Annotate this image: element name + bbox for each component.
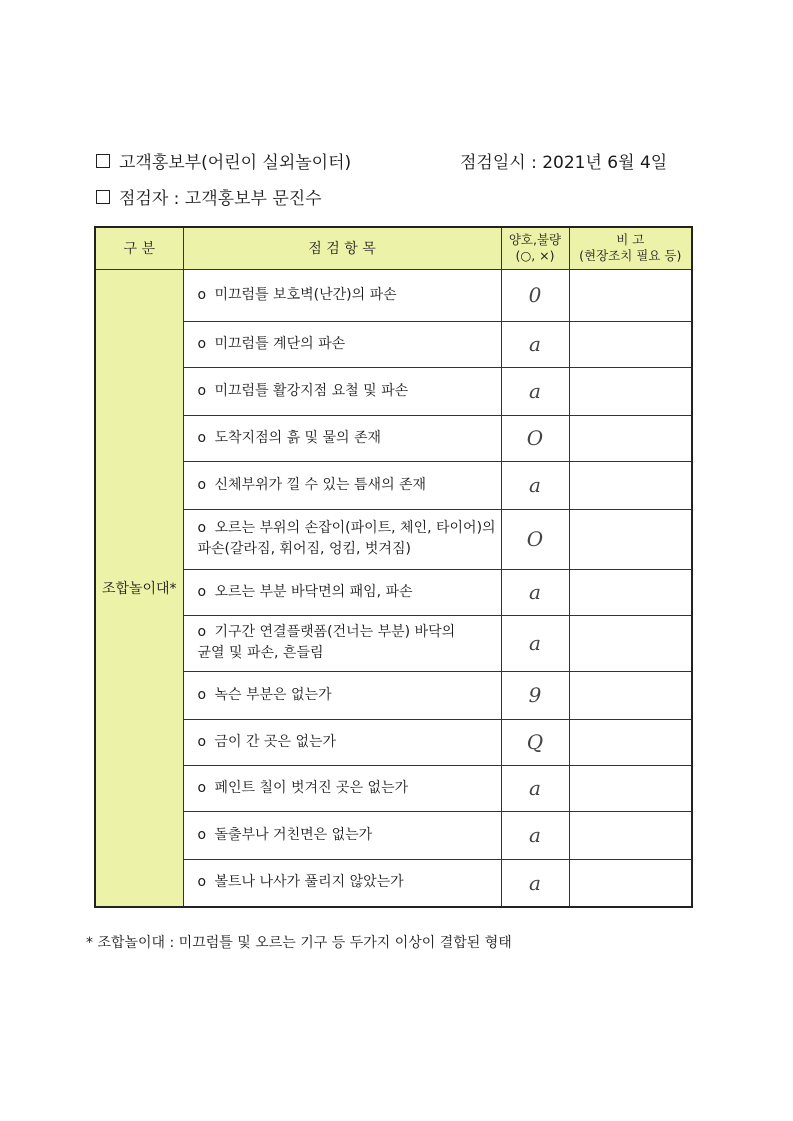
item-text: 미끄럼틀 계단의 파손	[214, 335, 346, 352]
result-mark: a	[501, 569, 569, 615]
item-text: 페인트 칠이 벗겨진 곳은 없는가	[214, 779, 409, 796]
table-row	[95, 269, 692, 321]
bullet: o	[197, 583, 207, 600]
bullet: o	[197, 286, 207, 303]
bullet: o	[197, 733, 207, 750]
item-text-continued: 파손(갈라짐, 휘어짐, 엉킴, 벗겨짐)	[197, 541, 411, 557]
item-text-wrap	[215, 285, 397, 306]
note-cell[interactable]	[569, 415, 692, 461]
bullet: o	[197, 624, 207, 640]
note-cell[interactable]	[569, 671, 692, 719]
result-mark: a	[501, 321, 569, 367]
note-cell[interactable]	[569, 269, 692, 321]
note-cell[interactable]	[569, 461, 692, 509]
header-note-line1: 비 고	[616, 232, 645, 248]
note-cell[interactable]	[569, 615, 692, 671]
item-cell	[183, 269, 501, 321]
bullet: o	[197, 476, 207, 493]
result-mark: a	[501, 367, 569, 415]
item-text-wrap	[215, 334, 346, 355]
table-header-row	[95, 227, 692, 269]
inspection-date: 점검일시 : 2021년 6월 4일	[460, 153, 668, 173]
item-text: 신체부위가 낄 수 있는 틈새의 존재	[214, 476, 427, 493]
bullet: o	[197, 382, 207, 399]
table-row	[95, 321, 692, 367]
table-row	[95, 615, 692, 671]
item-text: 도착지점의 흙 및 물의 존재	[214, 429, 382, 446]
item-text: 녹슨 부분은 없는가	[214, 686, 332, 703]
table-row	[95, 719, 692, 765]
item-text-wrap	[215, 732, 337, 753]
result-mark: a	[501, 811, 569, 859]
header-line-department	[96, 148, 351, 173]
item-cell	[183, 811, 501, 859]
result-mark: 9	[501, 671, 569, 719]
note-cell[interactable]	[569, 509, 692, 569]
note-cell[interactable]	[569, 859, 692, 907]
table-row	[95, 765, 692, 811]
header-result-line1: 양호,불량	[508, 232, 562, 248]
inspector-text: 점검자 : 고객홍보부 문진수	[119, 189, 322, 209]
header-note-line2: (현장조치 필요 등)	[579, 248, 682, 264]
footnote: * 조합놀이대 : 미끄럼틀 및 오르는 기구 등 두가지 이상이 결합된 형태	[86, 935, 512, 951]
result-mark: a	[501, 461, 569, 509]
result-mark: a	[501, 859, 569, 907]
item-cell	[183, 719, 501, 765]
item-text-wrap	[215, 475, 427, 496]
item-text-continued: 균열 및 파손, 흔들림	[197, 645, 324, 661]
note-cell[interactable]	[569, 321, 692, 367]
item-text-wrap	[215, 428, 382, 449]
bullet: o	[197, 335, 207, 352]
item-text: 오르는 부위의 손잡이(파이트, 체인, 타이어)의	[214, 520, 496, 536]
note-cell[interactable]	[569, 569, 692, 615]
item-cell	[183, 509, 501, 569]
inspection-table	[94, 226, 693, 908]
item-text-wrap	[197, 622, 456, 664]
item-cell	[183, 615, 501, 671]
result-mark: O	[501, 415, 569, 461]
item-cell	[183, 859, 501, 907]
item-text-wrap	[215, 872, 404, 893]
header-result-line2: (○, ×)	[515, 248, 555, 264]
item-cell	[183, 569, 501, 615]
bullet: o	[197, 874, 207, 891]
category-cell: 조합놀이대*	[95, 269, 183, 907]
note-cell[interactable]	[569, 367, 692, 415]
result-mark: a	[501, 765, 569, 811]
result-mark: a	[501, 615, 569, 671]
item-text: 볼트나 나사가 풀리지 않았는가	[214, 874, 404, 891]
item-text: 오르는 부분 바닥면의 패임, 파손	[214, 583, 413, 600]
item-cell	[183, 765, 501, 811]
checkbox-department[interactable]	[96, 154, 110, 168]
note-cell[interactable]	[569, 811, 692, 859]
item-text: 금이 간 곳은 없는가	[214, 733, 337, 750]
bullet: o	[197, 520, 207, 536]
checkbox-inspector[interactable]	[96, 190, 110, 204]
item-text: 기구간 연결플랫폼(건너는 부분) 바닥의	[214, 624, 456, 640]
bullet: o	[197, 429, 207, 446]
header-result	[501, 227, 569, 269]
table-row	[95, 367, 692, 415]
bullet: o	[197, 779, 207, 796]
item-text: 미끄럼틀 활강지점 요철 및 파손	[214, 382, 409, 399]
bullet: o	[197, 686, 207, 703]
item-cell	[183, 415, 501, 461]
table-row	[95, 671, 692, 719]
table-row	[95, 859, 692, 907]
table-row	[95, 415, 692, 461]
result-mark: 0	[501, 269, 569, 321]
item-cell	[183, 671, 501, 719]
table-row	[95, 461, 692, 509]
header-note	[569, 227, 692, 269]
header-category: 구 분	[95, 227, 183, 269]
item-cell	[183, 461, 501, 509]
item-cell	[183, 367, 501, 415]
department-text: 고객홍보부(어린이 실외놀이터)	[119, 153, 352, 173]
item-text-wrap	[215, 685, 332, 706]
table-row	[95, 569, 692, 615]
header-line-inspector	[96, 184, 322, 209]
item-text-wrap	[215, 381, 409, 402]
table-row	[95, 811, 692, 859]
header-item: 점 검 항 목	[183, 227, 501, 269]
item-text-wrap	[215, 778, 409, 799]
result-mark: Q	[501, 719, 569, 765]
item-text-wrap	[197, 518, 496, 560]
table-row	[95, 509, 692, 569]
item-cell	[183, 321, 501, 367]
note-cell[interactable]	[569, 719, 692, 765]
item-text: 미끄럼틀 보호벽(난간)의 파손	[214, 286, 397, 303]
item-text-wrap	[215, 582, 413, 603]
bullet: o	[197, 826, 207, 843]
note-cell[interactable]	[569, 765, 692, 811]
item-text: 돌출부나 거친면은 없는가	[214, 826, 373, 843]
item-text-wrap	[215, 825, 373, 846]
result-mark: O	[501, 509, 569, 569]
